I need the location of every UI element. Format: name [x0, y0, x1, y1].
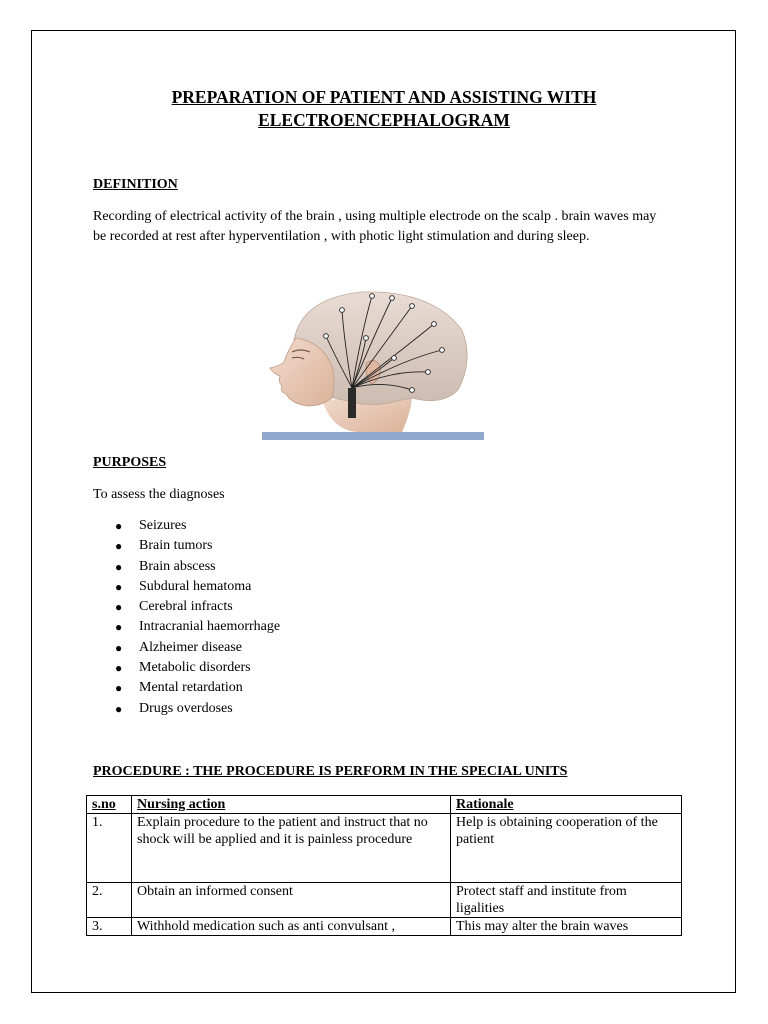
- bullet-icon: ●: [115, 579, 123, 594]
- cell-action: Withhold medication such as anti convulsant ,: [132, 918, 451, 936]
- definition-text: Recording of electrical activity of the brain , using multiple electrode on the scalp . brain waves may be recorded at rest after hyperventilation , with photic light stimulation and during sleep.: [93, 209, 657, 244]
- cell-sno: 1.: [87, 814, 132, 883]
- table-row: [87, 814, 682, 883]
- list-item: ● Brain abscess: [93, 557, 280, 577]
- table-row: [87, 918, 682, 936]
- list-item: ● Alzheimer disease: [93, 638, 280, 658]
- cell-sno: 2.: [87, 883, 132, 918]
- eeg-head-figure: [262, 280, 484, 442]
- title-line-1: PREPARATION OF PATIENT AND ASSISTING WITH: [171, 87, 597, 107]
- cell-action: Obtain an informed consent: [132, 883, 451, 918]
- procedure-table: [86, 795, 682, 936]
- purposes-heading: PURPOSES: [93, 455, 167, 470]
- bullet-icon: ●: [115, 519, 123, 533]
- page-title: [60, 86, 708, 132]
- bullet-icon: ●: [115, 661, 123, 676]
- table-row: [87, 883, 682, 918]
- bullet-icon: ●: [115, 620, 123, 635]
- cell-action: Explain procedure to the patient and instruct that no shock will be applied and it is painless procedure: [132, 814, 451, 883]
- cell-sno: 3.: [87, 918, 132, 936]
- bullet-icon: ●: [115, 600, 123, 615]
- bullet-icon: ●: [115, 681, 123, 696]
- cell-rationale: Help is obtaining cooperation of the patient: [451, 814, 682, 883]
- list-item: ● Drugs overdoses: [93, 699, 280, 719]
- bullet-icon: ●: [115, 539, 123, 554]
- cell-rationale: This may alter the brain waves: [451, 918, 682, 936]
- bullet-icon: ●: [115, 559, 123, 574]
- list-item: ● Cerebral infracts: [93, 597, 280, 617]
- list-item: ● Metabolic disorders: [93, 658, 280, 678]
- list-item: ● Brain tumors: [93, 536, 280, 556]
- list-item: ● Subdural hematoma: [93, 577, 280, 597]
- bullet-icon: ●: [115, 701, 123, 716]
- bullet-icon: ●: [115, 640, 123, 655]
- list-item: ● Mental retardation: [93, 678, 280, 698]
- column-header-action: Nursing action: [132, 796, 451, 814]
- cell-rationale: Protect staff and institute from ligalities: [451, 883, 682, 918]
- purposes-list: [93, 516, 280, 719]
- column-header-sno: s.no: [87, 796, 132, 814]
- column-header-rationale: Rationale: [451, 796, 682, 814]
- purposes-intro: To assess the diagnoses: [93, 487, 225, 502]
- list-item: ● Intracranial haemorrhage: [93, 617, 280, 637]
- definition-heading: DEFINITION: [93, 177, 178, 192]
- procedure-heading: PROCEDURE : THE PROCEDURE IS PERFORM IN THE SPECIAL UNITS: [93, 764, 568, 779]
- table-header-row: [87, 796, 682, 814]
- list-item: ● Seizures: [93, 516, 280, 536]
- title-line-2: ELECTROENCEPHALOGRAM: [258, 110, 510, 130]
